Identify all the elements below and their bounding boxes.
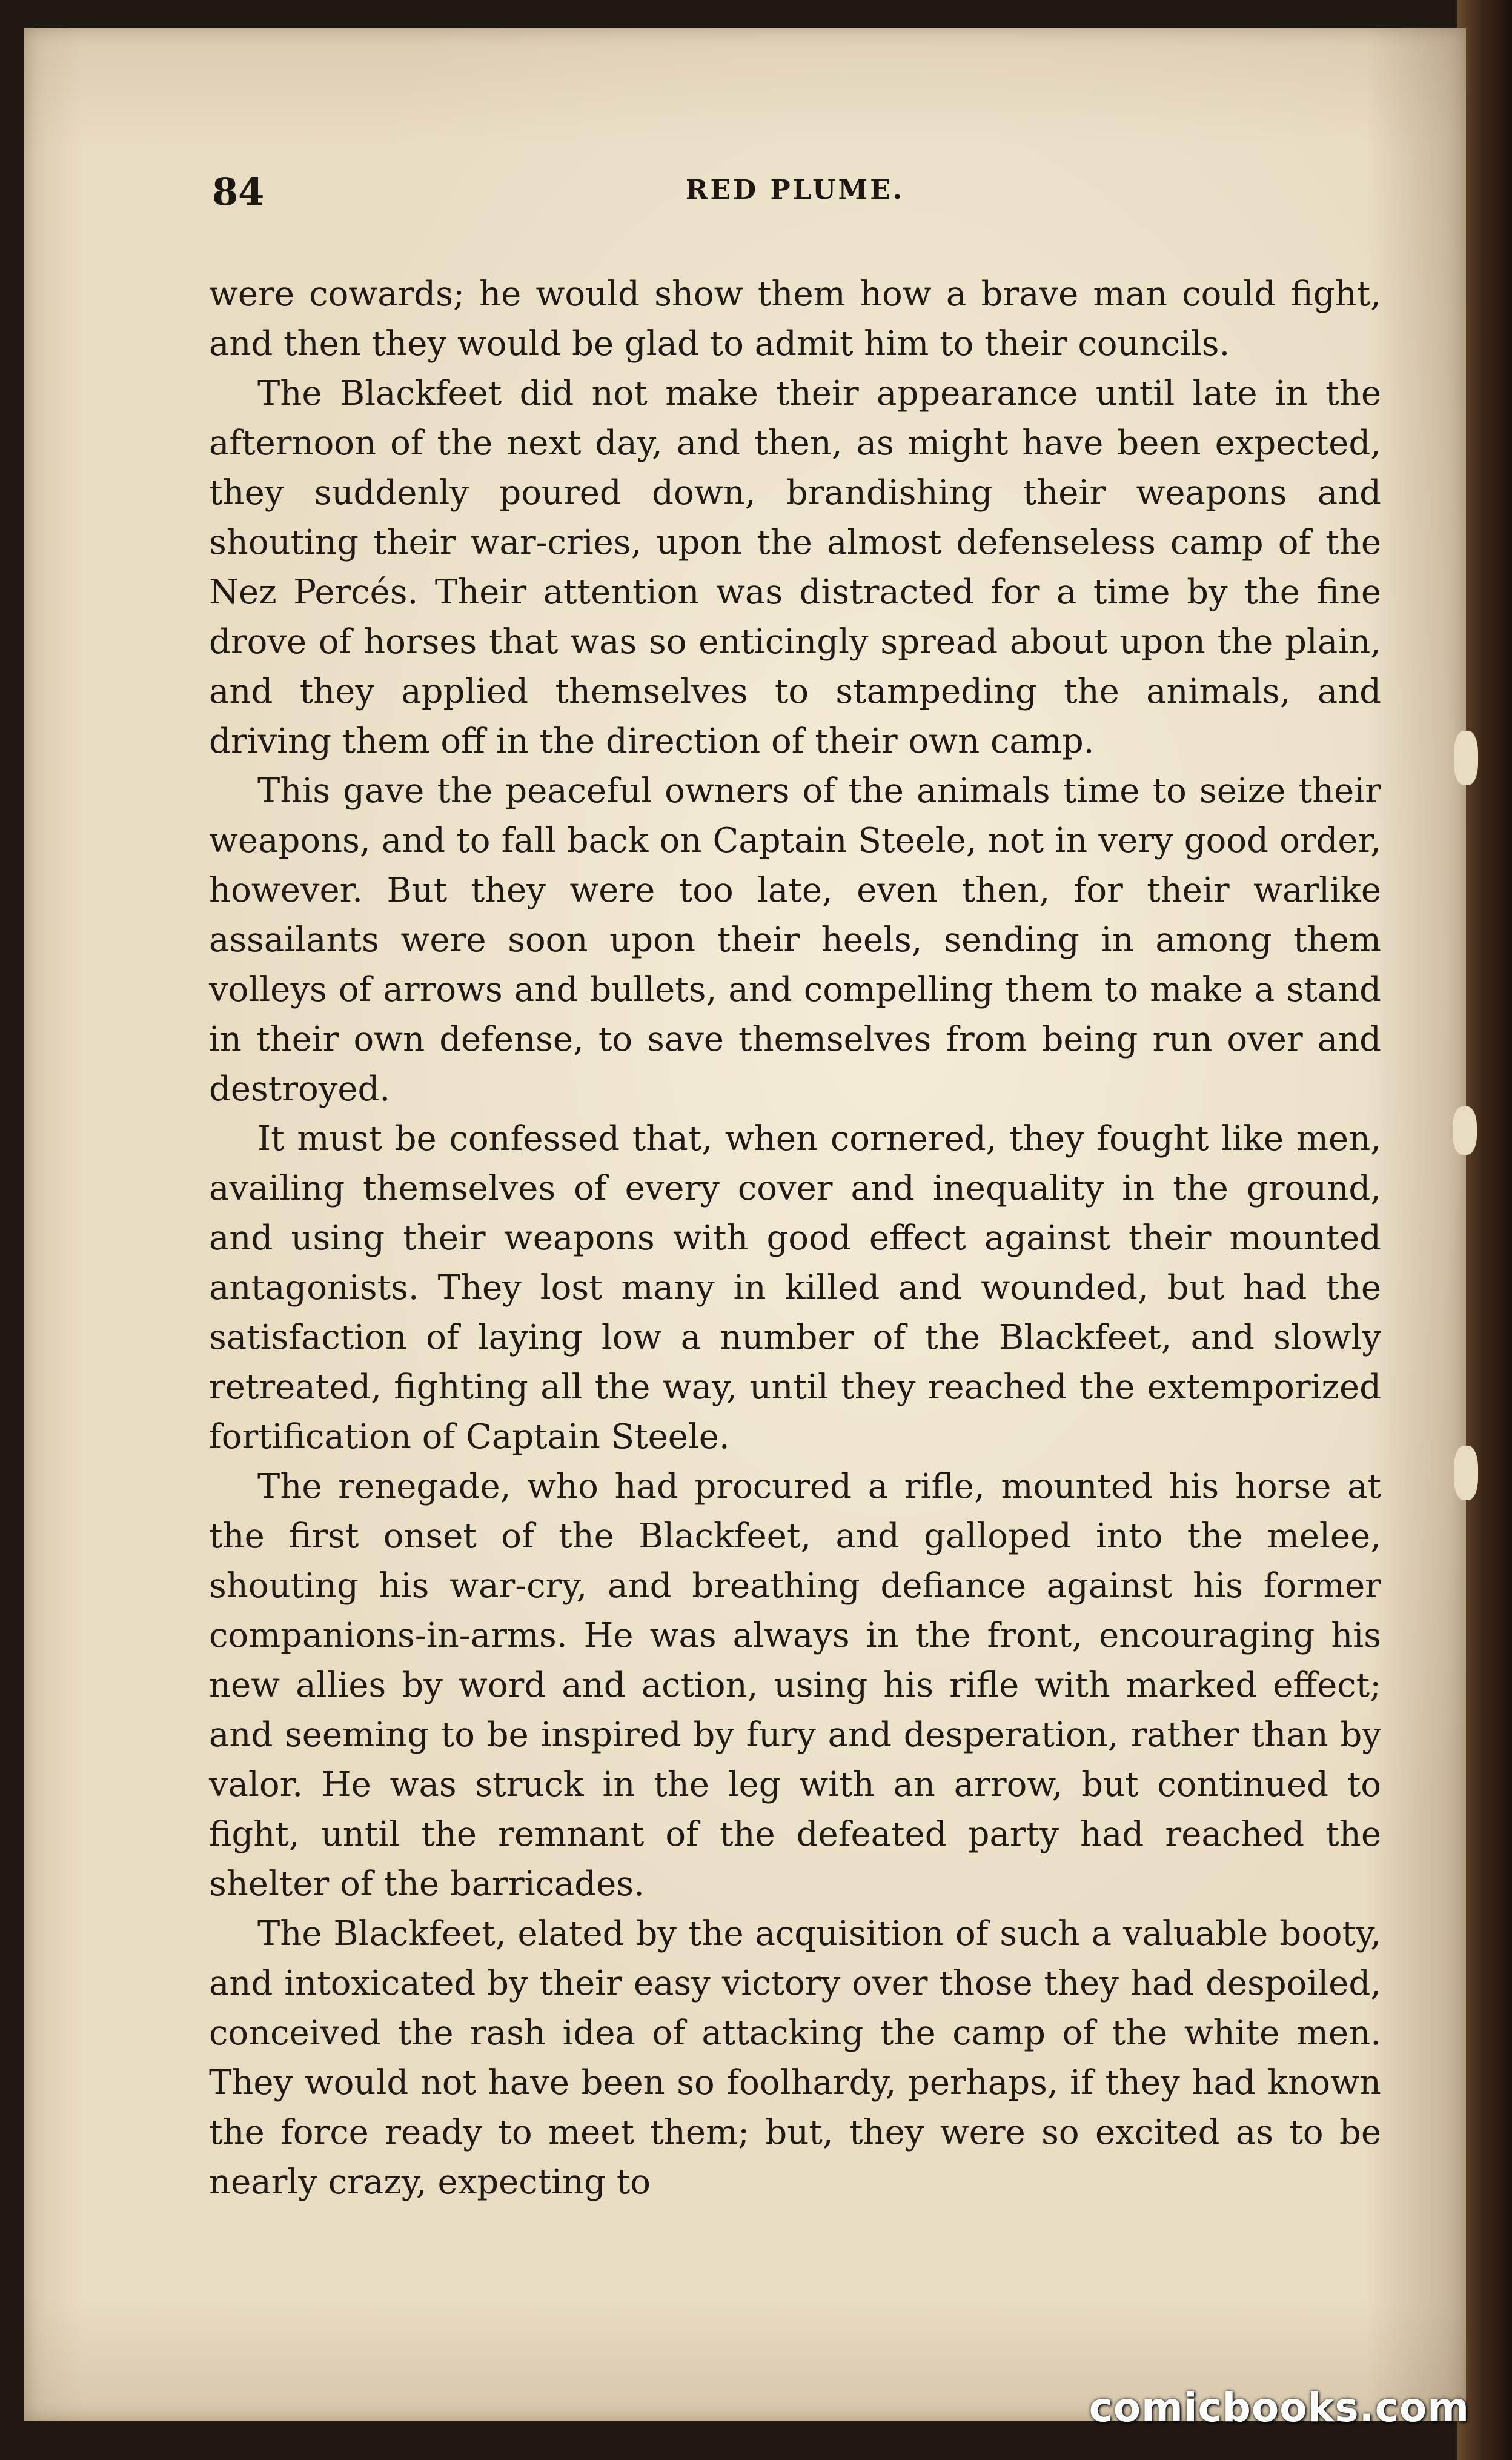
page-edge-tear	[1453, 1106, 1477, 1155]
page-edge-tear	[1454, 731, 1478, 785]
running-head	[212, 170, 1378, 218]
running-title: RED PLUME.	[685, 175, 905, 205]
body-text	[209, 270, 1381, 2207]
paragraph: It must be confessed that, when cornered, they fought like men, availing themselves of every cover and inequality in the ground, and using their weapons with good effect against their mounted antagonists. They lost many in killed and wounded, but had the satisfaction of laying low a number of the Blackfeet, and slowly retreated, fighting all the way, until they reached the extemporized fortification of Captain Steele.	[209, 1119, 1381, 1457]
paragraph: were cowards; he would show them how a brave man could fight, and then they would be glad to admit him to their councils.	[209, 274, 1381, 364]
watermark: comicbooks.com	[1089, 2384, 1470, 2431]
paragraph: This gave the peaceful owners of the animals time to seize their weapons, and to fall back on Captain Steele, not in very good order, however. But they were too late, even then, for their warlike assailants were soon upon their heels, sending in among them volleys of arrows and bullets, and compelling them to make a stand in their own defense, to save themselves from being run over and destroyed.	[209, 771, 1381, 1109]
paragraph: The Blackfeet did not make their appearance until late in the afternoon of the next day, and then, as might have been expected, they suddenly poured down, brandishing their weapons and shouting their war-cries, upon the almost defenseless camp of the Nez Percés. Their attention was distracted for a time by the fine drove of horses that was so enticingly spread about upon the plain, and they applied themselves to stampeding the animals, and driving them off in the direction of their own camp.	[209, 374, 1381, 761]
page-number: 84	[212, 170, 265, 214]
page-edge-tear	[1454, 1446, 1478, 1500]
paragraph: The renegade, who had procured a rifle, mounted his horse at the first onset of the Blackfeet, and galloped into the melee, shouting his war-cry, and breathing defiance against his former companions-in-arms. He was always in the front, encouraging his new allies by word and action, using his rifle with marked effect; and seeming to be inspired by fury and desperation, rather than by valor. He was struck in the leg with an arrow, but continued to fight, until the remnant of the defeated party had reached the shelter of the barricades.	[209, 1467, 1381, 1904]
paragraph: The Blackfeet, elated by the acquisition of such a valuable booty, and intoxicated by their easy victory over those they had despoiled, conceived the rash idea of attacking the camp of the white men. They would not have been so foolhardy, perhaps, if they had known the force ready to meet them; but, they were so excited as to be nearly crazy, expecting to	[209, 1914, 1381, 2202]
